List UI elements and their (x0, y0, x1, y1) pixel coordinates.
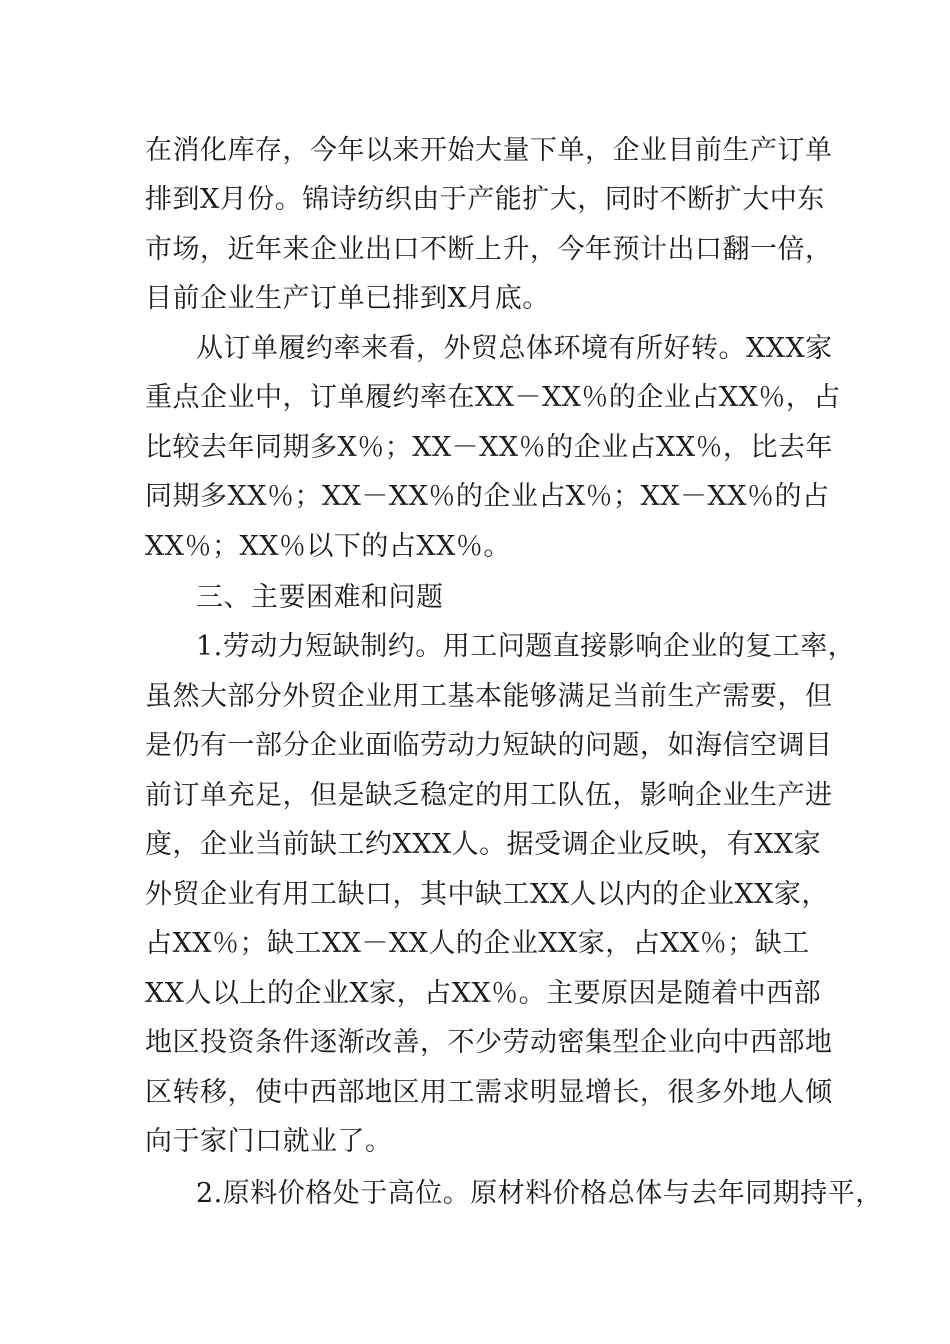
body-line: 前订单充足，但是缺乏稳定的用工队伍，影响企业生产进 (145, 780, 833, 811)
paragraph-first-line: 从订单履约率来看，外贸总体环境有所好转。XXX家 (196, 333, 833, 364)
body-line: 重点企业中，订单履约率在XX－XX％的企业占XX％，占 (145, 382, 841, 413)
body-line: 度，企业当前缺工约XXX人。据受调企业反映，有XX家 (145, 829, 822, 860)
body-line: 区转移，使中西部地区用工需求明显增长，很多外地人倾 (145, 1077, 833, 1108)
body-line: 外贸企业有用工缺口，其中缺工XX人以内的企业XX家， (145, 879, 829, 910)
body-line: 在消化库存，今年以来开始大量下单，企业目前生产订单 (145, 135, 833, 166)
body-line: 虽然大部分外贸企业用工基本能够满足当前生产需要，但 (145, 681, 833, 712)
body-line: 市场，近年来企业出口不断上升，今年预计出口翻一倍， (145, 234, 833, 265)
body-line: 占XX％；缺工XX－XX人的企业XX家，占XX％；缺工 (145, 928, 810, 959)
body-line: XX人以上的企业X家，占XX％。主要原因是随着中西部 (145, 978, 822, 1009)
body-line: 比较去年同期多X％；XX－XX％的企业占XX％，比去年 (145, 432, 834, 463)
paragraph-first-line: 2.原料价格处于高位。原材料价格总体与去年同期持平， (196, 1178, 883, 1209)
body-line: 同期多XX％；XX－XX％的企业占X％；XX－XX％的占 (145, 481, 830, 512)
body-line: 地区投资条件逐渐改善，不少劳动密集型企业向中西部地 (145, 1027, 833, 1058)
body-line: 是仍有一部分企业面临劳动力短缺的问题，如海信空调目 (145, 730, 833, 761)
body-line: 向于家门口就业了。 (145, 1126, 393, 1157)
body-line: XX％；XX％以下的占XX％。 (145, 531, 511, 562)
section-heading: 三、主要困难和问题 (196, 582, 444, 613)
body-line: 排到X月份。锦诗纺织由于产能扩大，同时不断扩大中东 (145, 184, 825, 215)
body-line: 目前企业生产订单已排到X月底。 (145, 283, 550, 314)
paragraph-first-line: 1.劳动力短缺制约。用工问题直接影响企业的复工率， (196, 631, 856, 662)
